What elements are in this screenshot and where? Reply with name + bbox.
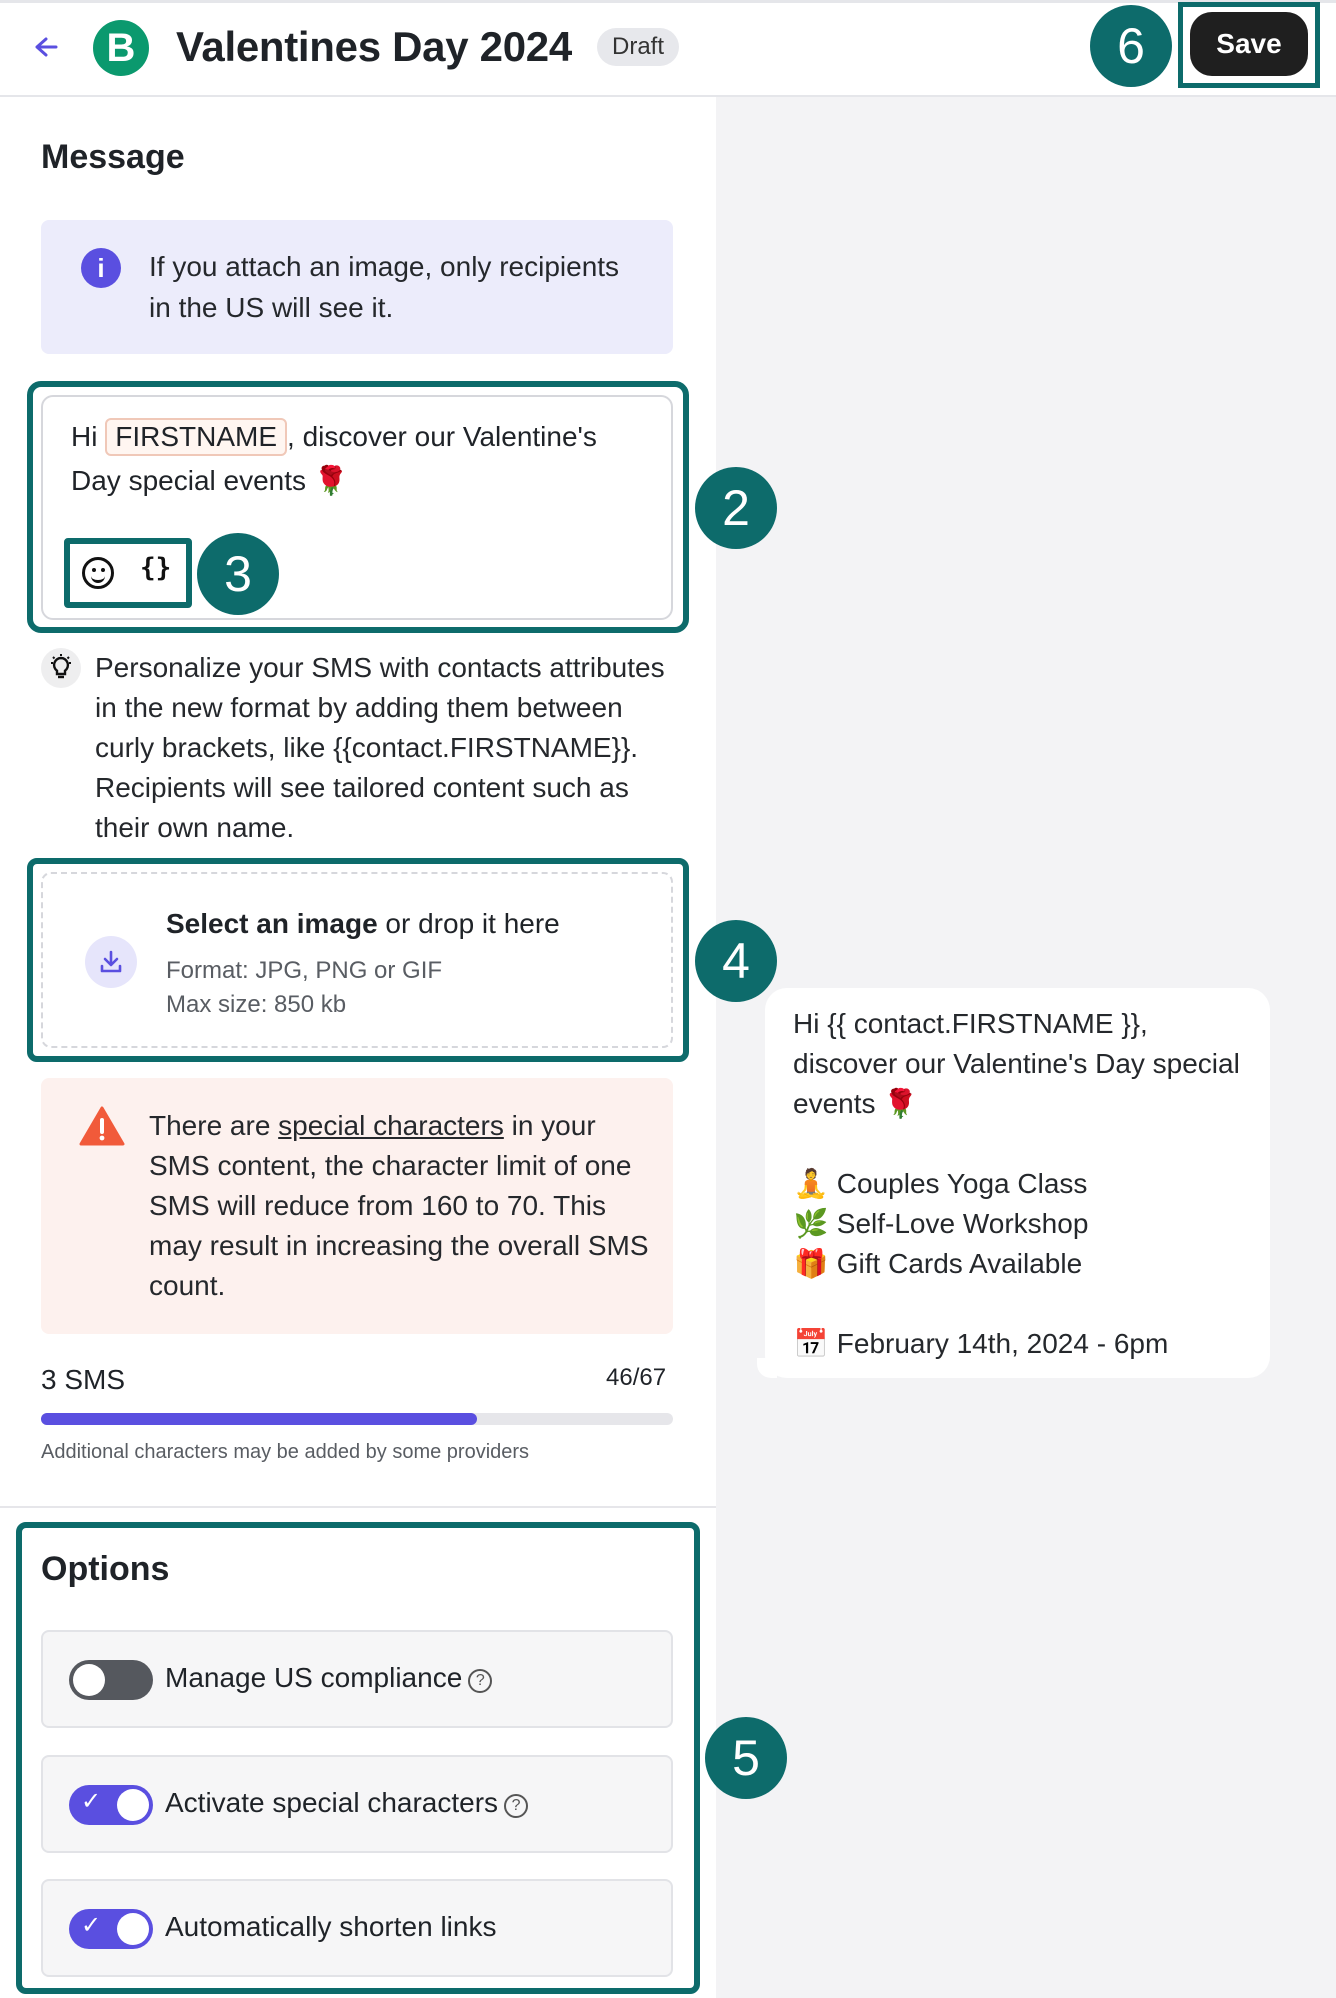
help-icon[interactable]: ? — [504, 1794, 528, 1818]
preview-intro-text: Hi {{ contact.FIRSTNAME }}, discover our Valentine's Day special events — [793, 1008, 1240, 1119]
upload-title-rest: or drop it here — [377, 908, 560, 939]
step-marker-2: 2 — [695, 467, 777, 549]
option-label-text: Activate special characters — [165, 1787, 499, 1818]
emoji-icon[interactable] — [82, 557, 114, 589]
info-icon: i — [81, 248, 121, 288]
preview-event-text: Gift Cards Available — [836, 1248, 1083, 1279]
message-suffix: , discover our Valentine's Day special events — [71, 421, 597, 496]
sms-preview-bubble — [765, 988, 1270, 1378]
special-characters-warning — [41, 1078, 673, 1334]
rose-emoji: 🌹 — [313, 465, 349, 496]
page-title: Valentines Day 2024 — [176, 23, 572, 70]
rose-emoji: 🌹 — [883, 1088, 919, 1119]
preview-event-item — [793, 1164, 1253, 1204]
warning-text — [149, 1106, 649, 1306]
highlight-frame-options — [16, 1522, 700, 1994]
options-heading: Options — [41, 1550, 170, 1588]
yoga-emoji: 🧘 — [793, 1168, 829, 1199]
option-label-text: Automatically shorten links — [165, 1911, 497, 1942]
help-icon[interactable]: ? — [468, 1669, 492, 1693]
upload-max-size: Max size: 850 kb — [166, 991, 347, 1018]
option-label-text: Manage US compliance — [165, 1662, 463, 1693]
sms-progress-bar — [41, 1413, 673, 1425]
info-banner — [41, 220, 673, 354]
character-count: 46/67 — [606, 1364, 667, 1391]
upload-format: Format: JPG, PNG or GIF — [166, 957, 443, 984]
preview-event-text: Couples Yoga Class — [836, 1168, 1088, 1199]
warning-text-before: There are — [149, 1110, 279, 1141]
sms-progress-fill — [41, 1413, 477, 1425]
highlight-frame-upload — [27, 858, 689, 1062]
check-icon: ✓ — [81, 1912, 102, 1939]
section-divider — [0, 1506, 716, 1508]
preview-event-item — [793, 1204, 1253, 1244]
save-button[interactable]: Save — [1190, 12, 1308, 76]
step-marker-5: 5 — [705, 1717, 787, 1799]
brand-logo: B — [93, 20, 149, 76]
preview-event-list — [793, 1164, 1253, 1284]
warning-icon — [79, 1106, 125, 1146]
step-marker-6: 6 — [1090, 5, 1172, 87]
personalize-hint: Personalize your SMS with contacts attributes in the new format by adding them between curly brackets, like {{contact.FIRSTNAME}}. Recipients will see tailored content such as their own name. — [95, 652, 665, 843]
preview-intro — [793, 1004, 1253, 1124]
info-text: If you attach an image, only recipients in the US will see it. — [149, 251, 620, 323]
preview-event-text: Self-Love Workshop — [836, 1208, 1089, 1239]
calendar-emoji: 📅 — [793, 1328, 829, 1359]
step-marker-4: 4 — [695, 920, 777, 1002]
message-prefix: Hi — [71, 421, 106, 452]
curly-braces-icon[interactable]: {} — [140, 553, 172, 583]
preview-date-text: February 14th, 2024 - 6pm — [836, 1328, 1169, 1359]
step-marker-3: 3 — [197, 533, 279, 615]
warning-text-after: in your SMS content, the character limit of one SMS will reduce from 160 to 70. This may result in increasing the overall SMS count. — [149, 1110, 649, 1301]
status-badge: Draft — [597, 28, 679, 66]
check-icon: ✓ — [81, 1788, 102, 1815]
lightbulb-icon — [41, 648, 81, 688]
message-heading: Message — [41, 138, 185, 176]
select-image-link[interactable]: Select an image — [166, 908, 378, 939]
back-arrow-icon[interactable] — [30, 31, 62, 63]
sms-count: 3 SMS — [41, 1364, 126, 1395]
special-characters-link[interactable]: special characters — [278, 1110, 504, 1141]
gift-emoji: 🎁 — [793, 1248, 829, 1279]
preview-event-item — [793, 1244, 1253, 1284]
herb-emoji: 🌿 — [793, 1208, 829, 1239]
firstname-placeholder-chip[interactable]: FIRSTNAME — [105, 418, 287, 456]
provider-note: Additional characters may be added by some providers — [41, 1441, 530, 1463]
preview-date — [793, 1324, 1168, 1364]
